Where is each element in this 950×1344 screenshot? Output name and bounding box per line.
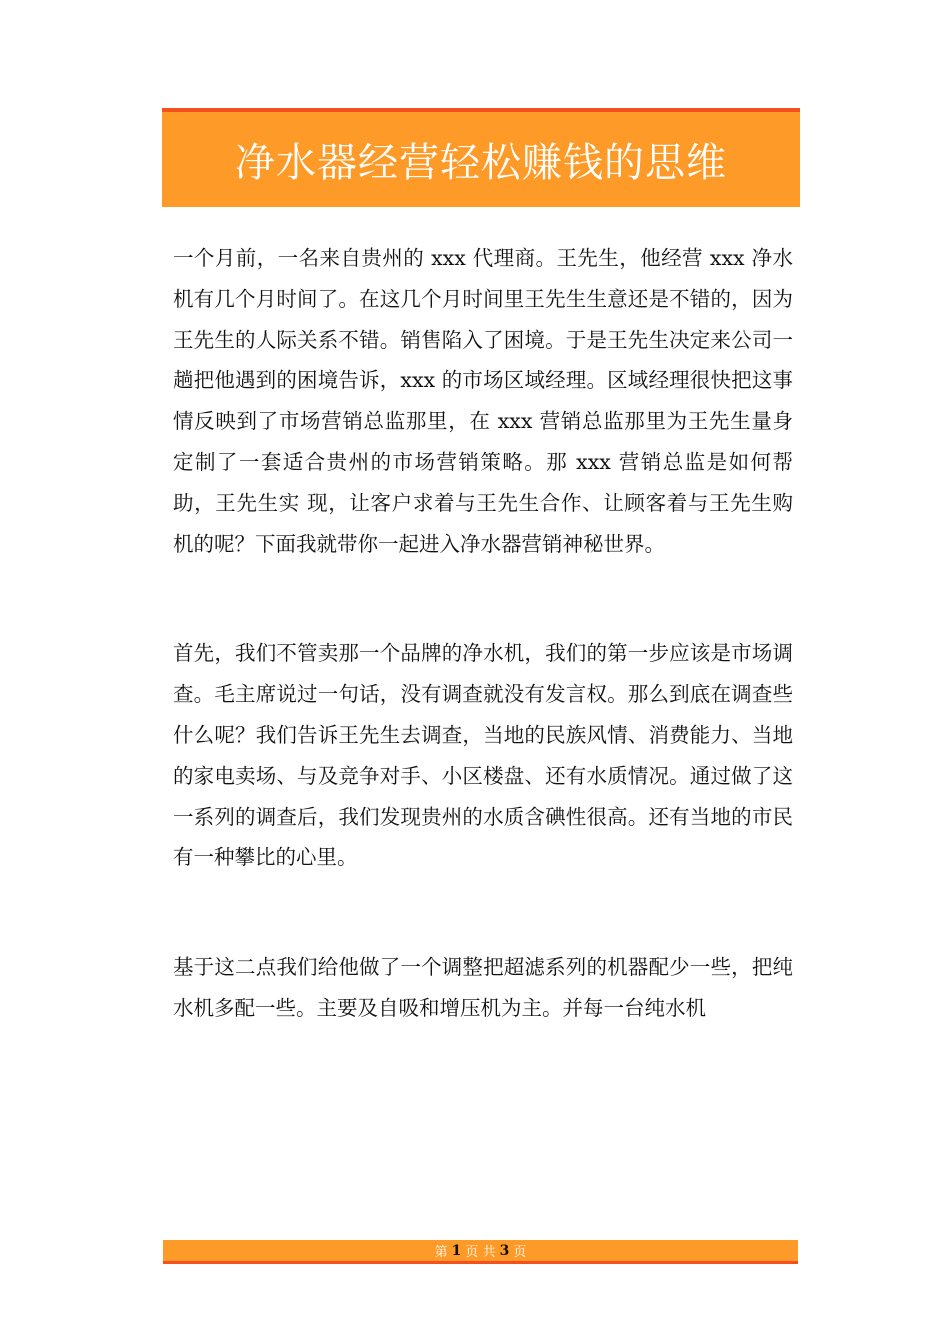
page-footer	[163, 1240, 798, 1264]
paragraph: 基于这二点我们给他做了一个调整把超滤系列的机器配少一些，把纯水机多配一些。主要及自吸和增压机为主。并每一台纯水机	[173, 955, 793, 1020]
paragraph: 首先，我们不管卖那一个品牌的净水机，我们的第一步应该是市场调查。毛主席说过一句话，没有调查就没有发言权。那么到底在调查些什么呢？我们告诉王先生去调查，当地的民族风情、消费能力、当地的家电卖场、与及竞争对手、小区楼盘、还有水质情况。通过做了这一系列的调查后，我们发现贵州的水质含碘性很高。还有当地的市民有一种攀比的心里。	[173, 641, 793, 870]
current-page-number: 1	[451, 1242, 462, 1259]
footer-prefix: 第	[434, 1245, 448, 1260]
paragraph: 一个月前，一名来自贵州的 xxx 代理商。王先生，他经营 xxx 净水机有几个月时间了。在这几个月时间里王先生生意还是不错的，因为王先生的人际关系不错。销售陷入了困境。于是王先生决定来公司一趟把他遇到的困境告诉，xxx 的市场区域经理。区域经理很快把这事情反映到了市场营销总监那里，在 xxx 营销总监那里为王先生量身定制了一套适合贵州的市场营销策略。那 xxx 营销总监是如何帮助，王先生实 现，让客户求着与王先生合作、让顾客着与王先生购机的呢？下面我就带你一起进入净水器营销神秘世界。	[173, 246, 793, 556]
footer-middle: 页 共	[465, 1245, 496, 1260]
document-title: 净水器经营轻松赚钱的思维	[235, 140, 727, 186]
title-banner	[162, 108, 800, 207]
total-pages-number: 3	[499, 1242, 510, 1259]
document-body	[173, 238, 793, 1029]
footer-suffix: 页	[513, 1245, 527, 1260]
